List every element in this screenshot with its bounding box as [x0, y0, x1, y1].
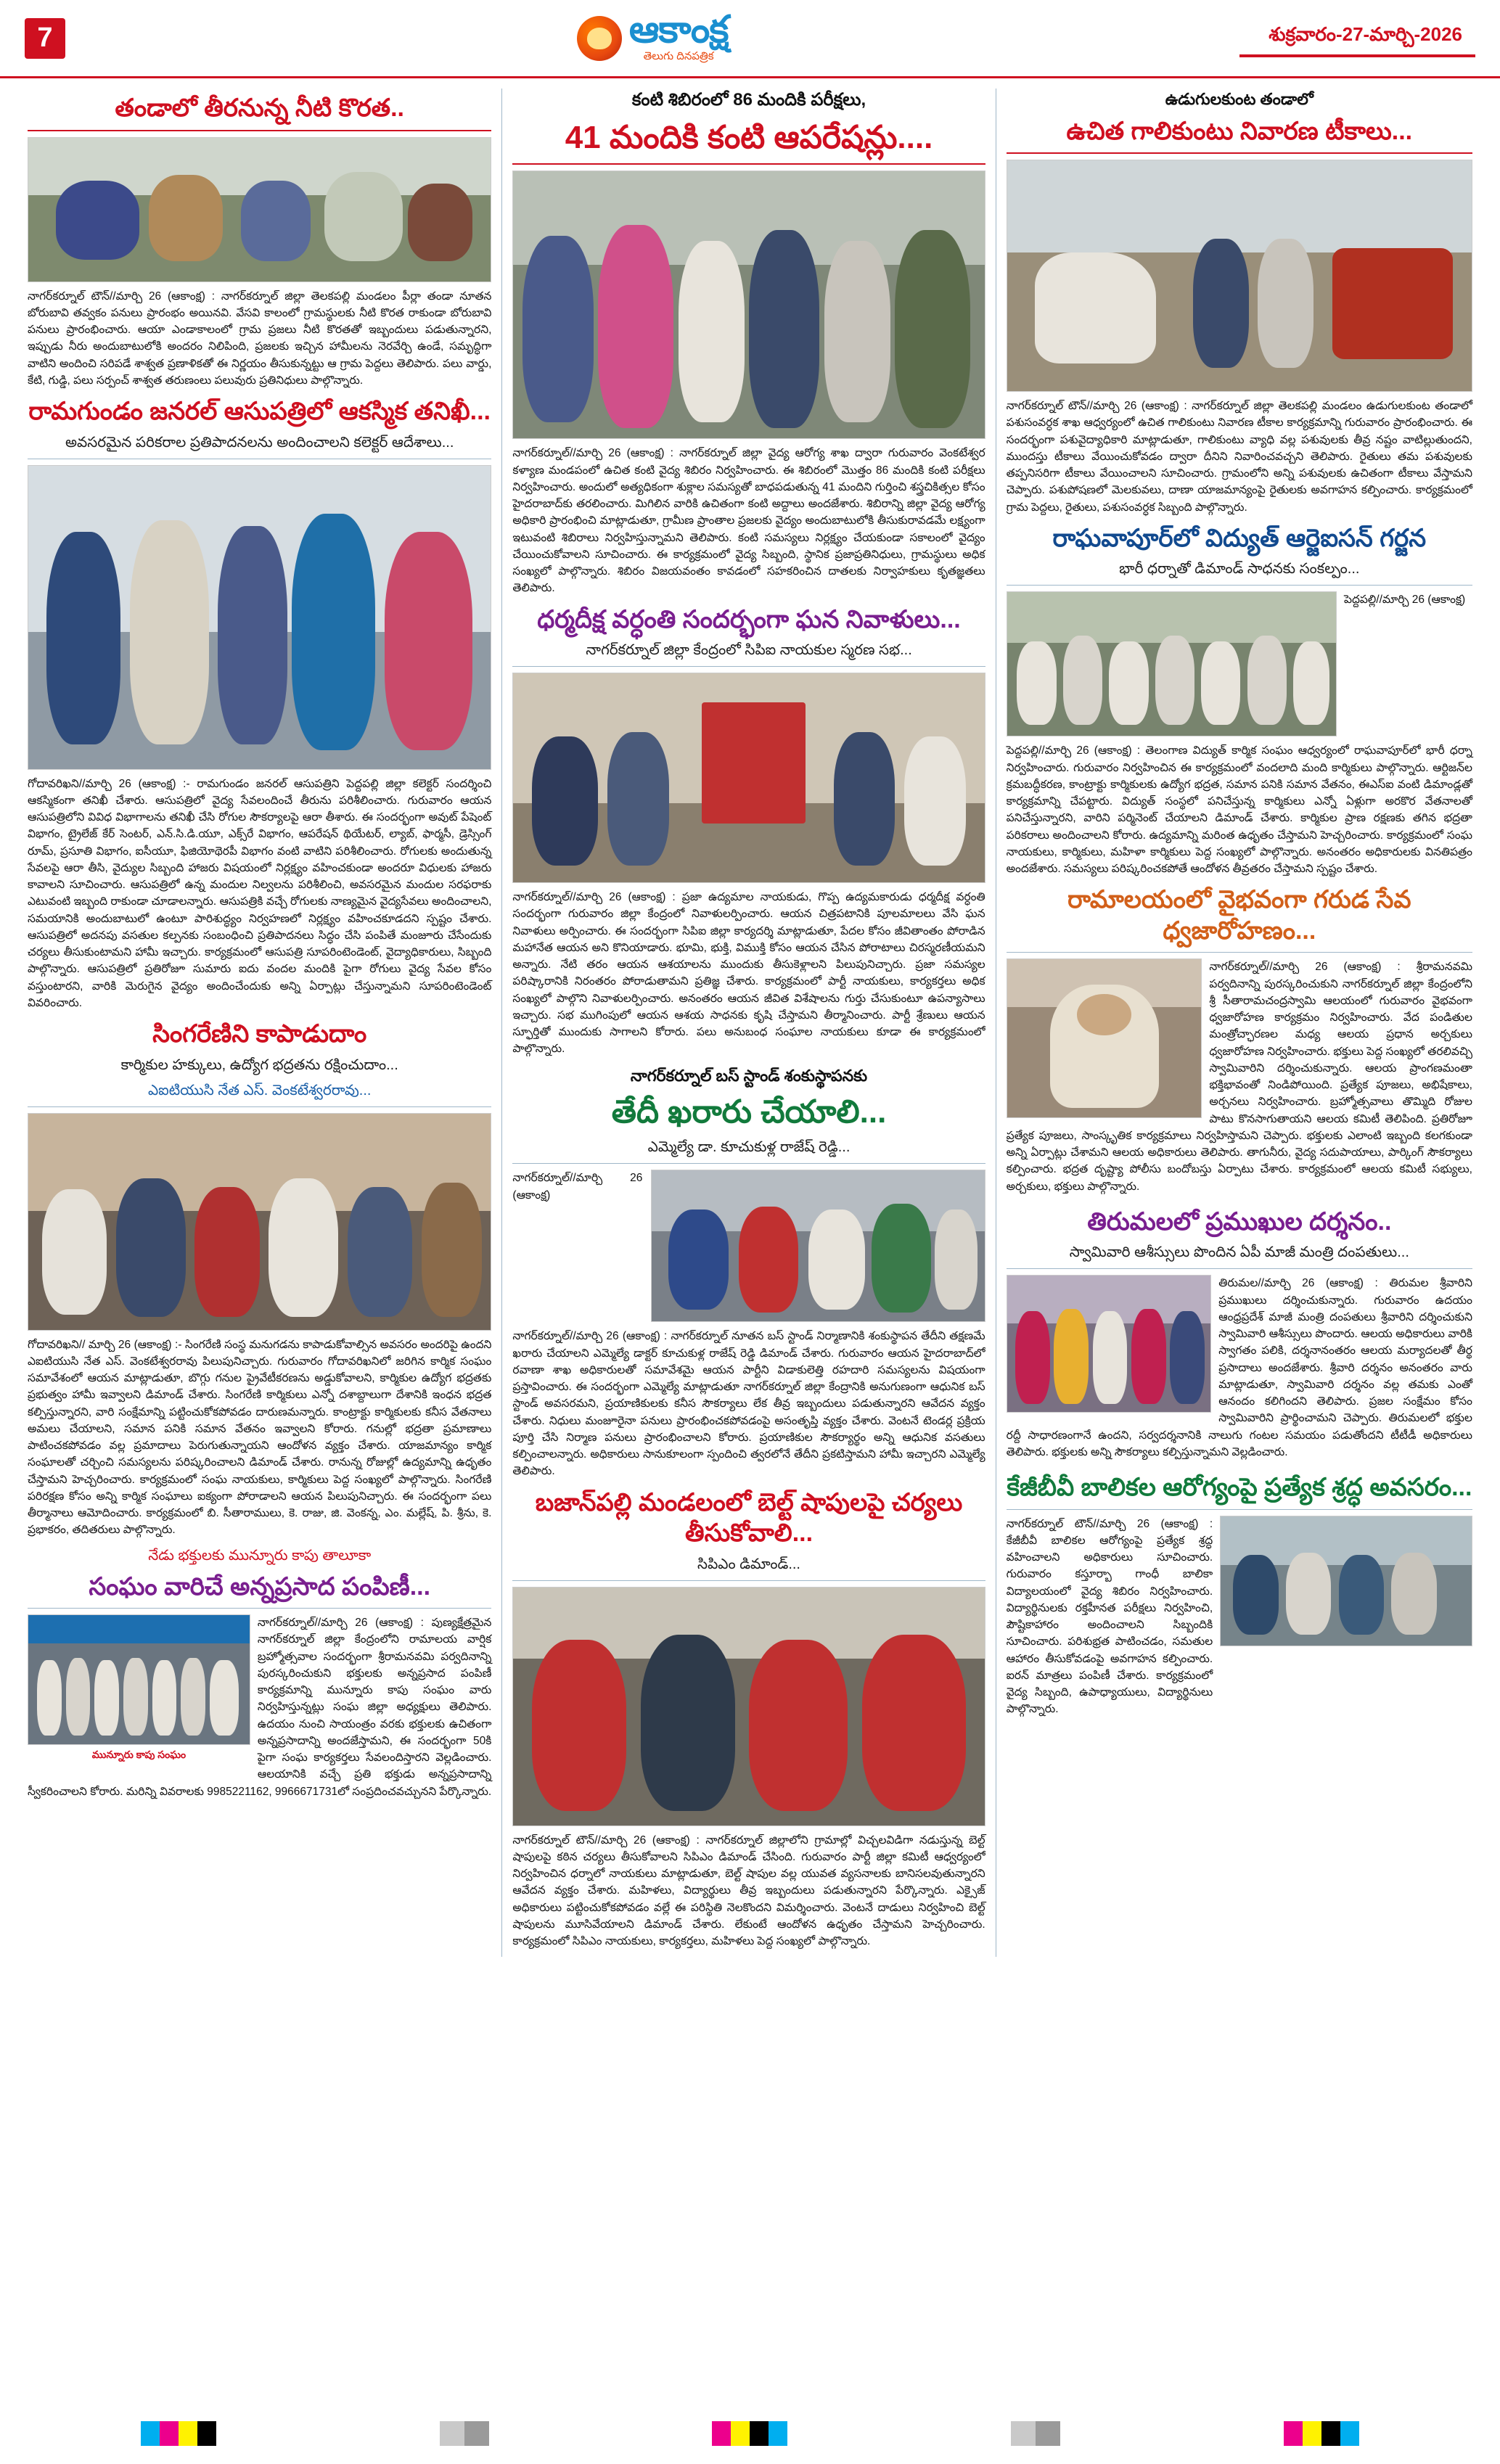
grey-light — [1011, 2421, 1036, 2446]
article-body: నాగర్‌కర్నూల్ టౌన్//మార్చి 26 (ఆకాంక్ష) : నాగర్‌కర్నూల్ జిల్లా తెలకపల్లి మండలం ఉడుగులకుంట తండాలో పశుసంవర్ధక శాఖ ఆధ్వర్యంలో ఉచిత గాలికుంటు నివారణ టీకాల కార్యక్రమాన్ని గురువారం ప్రారంభించారు. ఈ సందర్భంగా పశువైద్యాధికారి మాట్లాడుతూ, గాలికుంటు వ్యాధి వల్ల పశువులకు తీవ్ర నష్టం వాటిల్లుతుందని, ముందస్తు టీకాలు వేయించుకోవడం ద్వారా దీనిని నివారించవచ్చని తెలిపారు. రైతులు తమ పశువులకు తప్పనిసరిగా టీకాలు వేయించాలని సూచించారు. గ్రామంలోని అన్ని పశువులకు ఉచితంగా టీకాలు వేస్తామని చెప్పారు. పశుపోషణలో మెలకువలు, దాణా యాజమాన్యంపై రైతులకు అవగాహన కల్పించారు. కార్యక్రమంలో గ్రామ పెద్దలు, రైతులు, పశుసంవర్ధక సిబ్బంది పాల్గొన్నారు. — [1006, 400, 1472, 514]
article-photo — [28, 137, 491, 282]
publication-subtitle: తెలుగు దినపత్రిక — [643, 50, 714, 62]
article-body: నాగర్‌కర్నూల్//మార్చి 26 (ఆకాంక్ష) : నాగర్‌కర్నూల్ నూతన బస్ స్టాండ్ నిర్మాణానికి శంకుస్థాపన తేదీని తక్షణమే ఖరారు చేయాలని ఎమ్మెల్యే డాక్టర్ కూచుకుళ్ల రాజేష్ రెడ్డి డిమాండ్ చేశారు. గురువారం ఆయన హైదరాబాద్‌లో రవాణా శాఖ అధికారులతో సమావేశమై ఆయన పార్టీని విడాకులెత్తి రహదారి సమస్యలను విషయంగా ప్రస్తావించారు. ఈ సందర్భంగా ఎమ్మెల్యే మాట్లాడుతూ నాగర్‌కర్నూల్ జిల్లా కేంద్రానికి అనుగుణంగా ఆధునిక బస్ స్టాండ్ అవసరమని, ప్రయాణికులకు కనీస సౌకర్యాలు లేక తీవ్ర ఇబ్బందులు పడుతున్నారని ఆవేదన వ్యక్తం చేశారు. నిధులు మంజూరైనా పనులు ప్రారంభించకపోవడంపై అసంతృప్తి వ్యక్తం చేశారు. వెంటనే టెండర్ల ప్రక్రియ పూర్తి చేసి నిర్మాణ పనులు ప్రారంభించాలని కోరారు. ప్రయాణికుల సౌకర్యార్థం అన్ని ఆధునిక వసతులు కల్పించాలన్నారు. అధికారులు సానుకూలంగా స్పందించి త్వరలోనే తేదీని ప్రకటిస్తామని హామీ ఇచ్చారని ఎమ్మెల్యే తెలిపారు. — [512, 1330, 985, 1478]
headline: రామాలయంలో వైభవంగా గరుడ సేవ ధ్వజారోహణం... — [1067, 886, 1411, 945]
article-c1-a1 — [28, 93, 491, 389]
headline: తేదీ ఖరారు చేయాలి... — [611, 1094, 887, 1130]
page-content — [0, 78, 1500, 1957]
column-2 — [502, 89, 996, 1957]
article-c3-a3 — [1007, 884, 1472, 1202]
kicker: నేడు భక్తులకు మున్నూరు కాపు తాలూకా — [148, 1547, 372, 1564]
article-photo — [28, 1113, 491, 1331]
article-c1-a3 — [28, 1019, 491, 1539]
headline: తండాలో తీరనున్న నీటి కొరత.. — [115, 94, 404, 122]
article-photo — [28, 465, 491, 770]
swatch-group-right — [1284, 2421, 1359, 2446]
article-photo — [1220, 1516, 1472, 1646]
divider — [28, 130, 491, 131]
article-body: నాగర్‌కర్నూల్ టౌన్//మార్చి 26 (ఆకాంక్ష) : నాగర్‌కర్నూల్ జిల్లాలోని గ్రామాల్లో విచ్చలవిడిగా నడుస్తున్న బెల్ట్ షాపులపై కఠిన చర్యలు తీసుకోవాలని సిపిఎం డిమాండ్ చేసింది. గురువారం పార్టీ జిల్లా కమిటీ ఆధ్వర్యంలో నిర్వహించిన ధర్నాలో నాయకులు మాట్లాడుతూ, బెల్ట్ షాపుల వల్ల యువత వ్యసనాలకు బానిసలవుతున్నారని ఆవేదన వ్యక్తం చేశారు. మహిళలు, విద్యార్థులు తీవ్ర ఇబ్బందులు పడుతున్నారని పేర్కొన్నారు. ఎక్సైజ్ అధికారులు పట్టించుకోకపోవడం వల్లే ఈ పరిస్థితి నెలకొందని విమర్శించారు. వెంటనే దాడులు నిర్వహించి బెల్ట్ షాపులను మూసివేయాలని డిమాండ్ చేశారు. లేకుంటే ఆందోళన ఉధృతం చేస్తామని హెచ్చరించారు. కార్యక్రమంలో సిపిఎం నాయకులు, కార్యకర్తలు, మహిళలు పెద్ద సంఖ్యలో పాల్గొన్నారు. — [512, 1833, 985, 1948]
divider — [512, 1580, 985, 1581]
column-3 — [996, 89, 1483, 1957]
subheadline-secondary: ఎఐటియుసి నేత ఎస్. వెంకటేశ్వరరావు... — [147, 1082, 372, 1098]
article-body: తిరుమల//మార్చి 26 (ఆకాంక్ష) : తిరుమల శ్రీవారిని ప్రముఖులు దర్శించుకున్నారు. గురువారం ఉదయం ఆంధ్రప్రదేశ్ మాజీ మంత్రి దంపతులు శ్రీవారిని దర్శించుకుని స్వామివారి ఆశీస్సులు పొందారు. ఆలయ అధికారులు వారికి స్వాగతం పలికి, దర్శనానంతరం ఆలయ మర్యాదలతో తీర్థ ప్రసాదాలు అందజేశారు. శ్రీవారి దర్శనం అనంతరం వారు మాట్లాడుతూ, స్వామివారి దర్శనం వల్ల తమకు ఎంతో ఆనందం కలిగిందని తెలిపారు. ప్రజల సంక్షేమం కోసం స్వామివారిని ప్రార్థించామని చెప్పారు. తిరుమలలో భక్తుల రద్దీ సాధారణంగానే ఉందని, సర్వదర్శనానికి నాలుగు గంటల సమయం పడుతోందని టీటీడీ అధికారులు తెలిపారు. భక్తులకు అన్ని సౌకర్యాలు కల్పిస్తున్నామని వెల్లడించారు. — [1006, 1277, 1472, 1458]
swatch-cyan — [769, 2421, 787, 2446]
masthead-logo — [65, 11, 1239, 65]
divider — [512, 1163, 985, 1164]
subheadline: భారీ ధర్నాతో డిమాండ్ సాధనకు సంకల్పం... — [1119, 561, 1360, 578]
subheadline: స్వామివారి ఆశీస్సులు పొందిన ఏపీ మాజీ మంత్రి దంపతులు... — [1069, 1244, 1409, 1261]
swatch-black — [1321, 2421, 1340, 2446]
article-body: పెద్దపల్లి//మార్చి 26 (ఆకాంక్ష) : తెలంగాణ విద్యుత్ కార్మిక సంఘం ఆధ్వర్యంలో రాఘవాపూర్‌లో భారీ ధర్నా నిర్వహించారు. గురువారం నిర్వహించిన ఈ కార్యక్రమంలో వందలాది మంది కార్మికులు పాల్గొన్నారు. ఆర్టిజన్‌ల క్రమబద్ధీకరణ, కాంట్రాక్టు కార్మికులకు ఉద్యోగ భద్రత, సమాన పనికి సమాన వేతనం, ఈఎస్ఐ వంటి డిమాండ్లతో కార్యక్రమాన్ని చేపట్టారు. విద్యుత్ సంస్థలో పనిచేస్తున్న కార్మికులు ఎన్నో ఏళ్లుగా అరకొర వేతనాలతో పనిచేస్తున్నారని, వారిని పర్మినెంట్ చేయాలని డిమాండ్ చేశారు. కార్మికుల ప్రాణ రక్షణకు తగిన భద్రతా పరికరాలు అందించాలని కోరారు. ఉద్యమాన్ని మరింత ఉధృతం చేస్తామని హెచ్చరించారు. కార్యక్రమంలో సంఘ నాయకులు, కార్మికులు, మహిళా కార్మికులు పెద్ద సంఖ్యలో పాల్గొన్నారు. అనంతరం అధికారులకు వినతిపత్రం అందజేశారు. సమస్యలు పరిష్కరించకపోతే ఆందోళన తీవ్రతరం చేస్తామని స్పష్టం చేశారు. — [1006, 744, 1472, 876]
article-body: నాగర్‌కర్నూల్ టౌన్//మార్చి 26 (ఆకాంక్ష) : నాగర్‌కర్నూల్ జిల్లా తెలకపల్లి మండలం పీర్లా తండా నూతన బోరుబావి తవ్వకం పనులు ప్రారంభం అయినవి. వేసవి కాలంలో గ్రామస్థులకు నీటి కొరత రాకుండా బోరుబావి పనులు ప్రారంభించారు. ఆయా ఎండాకాలంలో గ్రామ ప్రజలు నీటి కొరతతో ఇబ్బందులు పడుతున్నారని, ఇప్పుడు నీరు అందుబాటులోకి అందరం నిలిపింది, ప్రజలకు ఇచ్చిన హామీలను నెరవేర్చి ఉండే, సమృద్ధిగా వాటిని అందించి సరిపడే శాశ్వత ప్రణాళికతో ఈ నిర్ణయం తీసుకున్నట్టు ఆ గ్రామ పెద్దలు తెలిపారు. పలు వార్డు, కేటి, గుడ్డి, పలు సర్పంచ్ శాశ్వత తరుణంలు పలువురు ప్రతినిధులు పాల్గొన్నారు. — [28, 289, 492, 387]
article-photo-wrap — [1007, 958, 1202, 1118]
swatch-yellow — [731, 2421, 750, 2446]
article-body: నాగర్‌కర్నూల్//మార్చి 26 (ఆకాంక్ష) : పుణ్యక్షేత్రమైన నాగర్‌కర్నూల్ జిల్లా కేంద్రంలోని రామాలయ వార్షిక బ్రహ్మోత్సవాల సందర్భంగా శ్రీరామనవమి పర్వదినాన్ని పురస్కరించుకుని భక్తులకు అన్నప్రసాద పంపిణీ కార్యక్రమాన్ని మున్నూరు కాపు సంఘం వారు నిర్వహిస్తున్నట్లు సంఘ జిల్లా అధ్యక్షులు తెలిపారు. ఉదయం నుంచి సాయంత్రం వరకు భక్తులకు ఉచితంగా అన్నప్రసాదాన్ని అందజేస్తామని, ఈ సందర్భంగా 50కి పైగా సంఘ కార్యకర్తలు సేవలందిస్తారని వెల్లడించారు. ఆలయానికి వచ్చే ప్రతి భక్తుడు అన్నప్రసాదాన్ని స్వీకరించాలని కోరారు. మరిన్ని వివరాలకు 9985221162, 9966671731లో సంప్రదించవచ్చునని పేర్కొన్నారు. — [28, 1617, 492, 1798]
swatch-group-left — [141, 2421, 216, 2446]
divider — [1007, 152, 1472, 154]
headline: తిరుమలలో ప్రముఖుల దర్శనం.. — [1087, 1207, 1392, 1236]
page-number: 7 — [25, 18, 65, 59]
swatch-magenta — [160, 2421, 179, 2446]
issue-date: శుక్రవారం-27-మార్చి-2026 — [1239, 19, 1475, 57]
article-photo — [651, 1170, 985, 1322]
divider — [28, 1608, 491, 1609]
grey-bar-2 — [1011, 2421, 1060, 2446]
article-photo — [1007, 1275, 1212, 1413]
article-c1-a2 — [28, 396, 491, 1011]
article-c2-a3 — [512, 1065, 985, 1480]
article-c2-a2 — [512, 604, 985, 1058]
article-photo — [512, 673, 985, 883]
article-c3-a1 — [1007, 89, 1472, 516]
article-byline: పెద్దపల్లి//మార్చి 26 (ఆకాంక్ష) — [1343, 594, 1466, 607]
headline: కేజీబీవీ బాలికల ఆరోగ్యంపై ప్రత్యేక శ్రద్ధ అవసరం... — [1007, 1474, 1472, 1502]
article-body: నాగర్‌కర్నూల్//మార్చి 26 (ఆకాంక్ష) : ప్రజా ఉద్యమాల నాయకుడు, గొప్ప ఉద్యమకారుడు ధర్మదీక్ష వర్ధంతి సందర్భంగా గురువారం జిల్లా కేంద్రంలో నివాళులర్పించారు. ఆయన చిత్రపటానికి పూలమాలలు వేసి ఘన నివాళులు అర్పించారు. ఈ సందర్భంగా సిపిఐ జిల్లా కార్యదర్శి మాట్లాడుతూ, పేదల కోసం జీవితాంతం పోరాడిన మహానేత ఆయన అని కొనియాడారు. భూమి, భుక్తి, విముక్తి కోసం ఆయన చేసిన పోరాటాలు చిరస్మరణీయమని అన్నారు. నేటి తరం ఆయన ఆశయాలను ముందుకు తీసుకెళ్లాలని పిలుపునిచ్చారు. ప్రజా సమస్యల పరిష్కారానికి నిరంతరం పోరాడుతామని ప్రతిజ్ఞ చేశారు. కార్యక్రమంలో పార్టీ నాయకులు, కార్యకర్తలు అధిక సంఖ్యలో పాల్గొని నివాళులర్పించారు. అనంతరం ఆయన జీవిత విశేషాలను గుర్తు చేసుకుంటూ ఉపన్యాసాలు ఇచ్చారు. సభ ముగింపులో ఆయన ఆశయ సాధనకు కృషి చేస్తామని తీర్మానించారు. పార్టీ శ్రేణులు ఆయన స్ఫూర్తితో ముందుకు సాగాలని కోరారు. పలు అనుబంధ సంఘాల నాయకులు కూడా ఈ కార్యక్రమంలో పాల్గొన్నారు. — [512, 891, 985, 1056]
headline: రామగుండం జనరల్ ఆసుపత్రిలో ఆకస్మిక తనిఖీ... — [28, 398, 491, 425]
masthead — [0, 0, 1500, 78]
swatch-magenta — [1284, 2421, 1303, 2446]
swatch-cyan — [1340, 2421, 1359, 2446]
headline: సింగరేణిని కాపాడుదాం — [152, 1020, 367, 1048]
article-c1-a4 — [28, 1546, 491, 1807]
article-body: గోదావరిఖని// మార్చి 26 (ఆకాంక్ష) :- సింగరేణి సంస్థ మనుగడను కాపాడుకోవాల్సిన అవసరం అందరిపై ఉందని ఎఐటియుసి నేత ఎస్. వెంకటేశ్వరరావు పిలుపునిచ్చారు. గురువారం గోదావరిఖనిలో జరిగిన కార్మిక సంఘం సమావేశంలో ఆయన మాట్లాడుతూ, బొగ్గు గనుల ప్రైవేటీకరణను అడ్డుకోవాలని, కార్మికుల ఉద్యోగ భద్రతకు ప్రభుత్వం హామీ ఇవ్వాలని డిమాండ్ చేశారు. సింగరేణి కార్మికులు ఎన్నో దశాబ్దాలుగా దేశానికి ఇంధన భద్రత కల్పిస్తున్నారని, వారి సంక్షేమాన్ని పట్టించుకోకపోవడం దారుణమన్నారు. కాంట్రాక్టు కార్మికులకు కనీస వేతనాలు అమలు చేయాలని, సమాన పనికి సమాన వేతనం ఇవ్వాలని కోరారు. గనుల్లో భద్రతా ప్రమాణాలు పాటించకపోవడం వల్ల ప్రమాదాలు పెరుగుతున్నాయని ఆందోళన వ్యక్తం చేశారు. యాజమాన్యం కార్మిక సంఘాలతో చర్చించి సమస్యలను పరిష్కరించాలని డిమాండ్ చేశారు. రానున్న రోజుల్లో ఉద్యమాన్ని ఉధృతం చేస్తామని హెచ్చరించారు. కార్యక్రమంలో సంఘ నాయకులు, కార్మికులు పెద్ద సంఖ్యలో పాల్గొన్నారు. సింగరేణి పరిరక్షణ కోసం అన్ని కార్మిక సంఘాలు ఐక్యంగా పోరాడాలని ఆయన పిలుపునిచ్చారు. ఈ సందర్భంగా పలు తీర్మానాలు ఆమోదించారు. కార్యక్రమంలో బి. సీతారాములు, కె. రాజు, జి. వెంకన్న, ఎం. మల్లేష్, పి. శ్రీను, కె. ప్రభాకరం, తదితరులు పాల్గొన్నారు. — [28, 1338, 492, 1537]
headline: ఉచిత గాలికుంటు నివారణ టీకాలు... — [1066, 117, 1413, 145]
article-photo — [1007, 160, 1472, 392]
subheadline: కార్మికుల హక్కులు, ఉద్యోగ భద్రతను రక్షించుదాం... — [120, 1056, 398, 1073]
kicker: ఉడుగులకుంట తండాలో — [1165, 90, 1313, 108]
subheadline: సిపిఎం డిమాండ్... — [697, 1556, 800, 1572]
grey-dark — [464, 2421, 489, 2446]
divider — [512, 666, 985, 667]
publication-title: ఆకాంక్ష — [628, 9, 729, 51]
divider — [512, 163, 985, 165]
grey-light — [440, 2421, 464, 2446]
subheadline: ఎమ్మెల్యే డా. కూచుకుళ్ల రాజేష్ రెడ్డి... — [647, 1139, 851, 1156]
article-c3-a4 — [1007, 1207, 1472, 1468]
divider — [1007, 1509, 1472, 1510]
article-body: నాగర్‌కర్నూల్//మార్చి 26 (ఆకాంక్ష) : శ్రీరామనవమి పర్వదినాన్ని పురస్కరించుకుని నాగర్‌కర్నూల్ జిల్లా కేంద్రంలోని శ్రీ సీతారామచంద్రస్వామి ఆలయంలో గురువారం వైభవంగా ధ్వజారోహణ కార్యక్రమం నిర్వహించారు. వేద పండితుల మంత్రోచ్ఛారణల మధ్య ఆలయ ప్రధాన అర్చకులు ధ్వజారోహణ నిర్వహించారు. భక్తులు పెద్ద సంఖ్యలో తరలివచ్చి స్వామివారిని దర్శించుకున్నారు. ఆలయ ప్రాంగణమంతా భక్తిభావంతో నిండిపోయింది. ప్రత్యేక పూజలు, అభిషేకాలు, అర్చనలు నిర్వహించారు. బ్రహ్మోత్సవాలు తొమ్మిది రోజుల పాటు కొనసాగుతాయని ఆలయ కమిటీ తెలిపింది. ప్రతిరోజూ ప్రత్యేక పూజలు, సాంస్కృతిక కార్యక్రమాలు నిర్వహిస్తామని చెప్పారు. భక్తులకు ఎలాంటి ఇబ్బంది కలగకుండా అన్ని ఏర్పాట్లు చేశామని ఆలయ అధికారులు తెలిపారు. తాగునీరు, వైద్య సదుపాయాలు, పార్కింగ్ సౌకర్యాలు కల్పించారు. భద్రత దృష్ట్యా పోలీసు బందోబస్తు ఏర్పాటు చేశారు. కార్యక్రమంలో ఆలయ కమిటీ సభ్యులు, అర్చకులు, భక్తులు పాల్గొన్నారు. — [1006, 961, 1472, 1193]
article-byline: నాగర్‌కర్నూల్//మార్చి 26 (ఆకాంక్ష) — [512, 1172, 643, 1202]
article-photo — [1007, 591, 1337, 736]
article-body: గోదావరిఖని//మార్చి 26 (ఆకాంక్ష) :- రామగుండం జనరల్ ఆసుపత్రిని పెద్దపల్లి జిల్లా కలెక్టర్ సందర్శించి ఆకస్మికంగా తనిఖీ చేశారు. ఆసుపత్రిలో వైద్య సేవలందించే తీరును పరిశీలించారు. గురువారం ఆయన ఆసుపత్రిలోని వివిధ విభాగాలను తనిఖీ చేసి రోగుల సౌకర్యాలపై ఆరా తీశారు. ఈ సందర్భంగా అవుట్ పేషెంట్ విభాగం, ట్రైలేజ్ కేర్ సెంటర్, ఎన్.సి.డి.యూ, ఎక్స్‌రే విభాగం, ఆపరేషన్ థియేటర్, ల్యాబ్, ఫార్మసీ, డ్రెస్సింగ్ రూమ్, ప్రసూతి విభాగం, ఐసీయూ, ఫిజియోథెరపీ విభాగం వంటి వాటిని పరిశీలించారు. రోగులకు అందుతున్న సేవలపై ఆరా తీసి, వైద్యుల సిబ్బంది హాజరు విషయంలో నిర్లక్ష్యం వహించకుండా అందరూ విధులకు హాజరు కావాలని సూచించారు. ఆసుపత్రిలో ఉన్న మందుల నిల్వలను పరిశీలించి, అవసరమైన మందుల సరఫరాకు ఎటువంటి ఇబ్బంది రాకుండా చూడాలన్నారు. ఆసుపత్రికి వచ్చే రోగులకు నాణ్యమైన వైద్యసేవలు అందించాలని, సమయానికి అందుబాటులో ఉంటూ పారిశుద్ధ్యం నిర్వహణలో నిర్లక్ష్యం వహించకూడదని స్పష్టం చేశారు. ఆసుపత్రిలో అదనపు వసతుల కల్పనకు సంబంధించి ప్రతిపాదనలు సిద్ధం చేసి పంపితే మంజూరు చేసేందుకు చర్యలు తీసుకుంటామని హామీ ఇచ్చారు. కార్యక్రమంలో ఆసుపత్రి సూపరింటెండెంట్, వైద్యాధికారులు, సిబ్బంది పాల్గొన్నారు. ఆసుపత్రిలో ప్రతిరోజూ సుమారు ఐదు వందల మందికి పైగా రోగులు వైద్య సేవల కోసం వస్తుంటారని, వారికి మెరుగైన వైద్యం అందించేందుకు అన్ని ఏర్పాట్లు చేస్తున్నామని సూపరింటెండెంట్ వివరించారు. — [28, 777, 492, 1009]
swatch-cyan — [141, 2421, 160, 2446]
swatch-yellow — [1303, 2421, 1321, 2446]
headline: బజాన్‌పల్లి మండలంలో బెల్ట్ షాపులపై చర్యలు తీసుకోవాలి... — [535, 1488, 963, 1548]
article-photo — [512, 171, 985, 439]
subheadline: అవసరమైన పరికరాల ప్రతిపాదనలను అందించాలని కలెక్టర్ ఆదేశాలు... — [65, 434, 454, 451]
swatch-group-mid — [712, 2421, 787, 2446]
print-registration-bars — [0, 2403, 1500, 2464]
subheadline: నాగర్‌కర్నూల్ జిల్లా కేంద్రంలో సిపిఐ నాయకుల స్మరణ సభ... — [586, 642, 912, 659]
swatch-black — [197, 2421, 216, 2446]
swatch-magenta — [712, 2421, 731, 2446]
article-photo — [28, 1614, 250, 1745]
article-c2-a4 — [512, 1487, 985, 1950]
headline: ధర్మదీక్ష వర్ధంతి సందర్భంగా ఘన నివాళులు... — [537, 605, 961, 633]
column-1 — [17, 89, 502, 1957]
grey-dark — [1036, 2421, 1060, 2446]
divider — [1007, 952, 1472, 953]
article-c3-a5 — [1007, 1472, 1472, 1725]
article-photo-wrap — [28, 1614, 250, 1770]
divider — [28, 1106, 491, 1107]
headline: రాఘవాపూర్‌లో విద్యుత్ ఆర్జెఐసన్ గర్జన — [1052, 524, 1427, 552]
divider — [1007, 585, 1472, 586]
swatch-black — [750, 2421, 769, 2446]
article-c3-a2 — [1007, 523, 1472, 878]
article-photo — [1007, 958, 1202, 1118]
article-body: నాగర్‌కర్నూల్ టౌన్//మార్చి 26 (ఆకాంక్ష) : కేజీబీవీ బాలికల ఆరోగ్యంపై ప్రత్యేక శ్రద్ధ వహించాలని అధికారులు సూచించారు. గురువారం కస్తూర్బా గాంధీ బాలికా విద్యాలయంలో వైద్య శిబిరం నిర్వహించారు. విద్యార్థినులకు రక్తహీనత పరీక్షలు నిర్వహించి, పౌష్టికాహారం అందించాలని సిబ్బందికి సూచించారు. పరిశుభ్రత పాటించడం, సమతుల ఆహారం తీసుకోవడంపై అవగాహన కల్పించారు. ఐరన్ మాత్రలు పంపిణీ చేశారు. కార్యక్రమంలో వైద్య సిబ్బంది, ఉపాధ్యాయులు, విద్యార్థినులు పాల్గొన్నారు. — [1006, 1517, 1213, 1716]
divider — [1007, 1268, 1472, 1269]
article-c2-a1 — [512, 89, 985, 597]
kicker: నాగర్‌కర్నూల్ బస్ స్టాండ్ శంకుస్థాపనకు — [630, 1066, 868, 1085]
article-photo — [512, 1587, 985, 1826]
headline: సంఘం వారిచే అన్నప్రసాద పంపిణీ... — [89, 1572, 431, 1601]
headline: 41 మందికి కంటి ఆపరేషన్లు.... — [565, 120, 933, 156]
grey-bar-1 — [440, 2421, 489, 2446]
sun-logo-icon — [577, 16, 622, 61]
photo-caption: మున్నూరు కాపు సంఘం — [91, 1749, 187, 1760]
article-photo-wrap — [1007, 1275, 1212, 1413]
kicker: కంటి శిబిరంలో 86 మందికి పరీక్షలు, — [631, 90, 866, 110]
article-body: నాగర్‌కర్నూల్//మార్చి 26 (ఆకాంక్ష) : నాగర్‌కర్నూల్ జిల్లా వైద్య ఆరోగ్య శాఖ ద్వారా గురువారం వెంకటేశ్వర కళ్యాణ మండపంలో ఉచిత కంటి వైద్య శిబిరం నిర్వహించారు. ఈ శిబిరంలో మొత్తం 86 మందికి కంటి పరీక్షలు నిర్వహించారు. అందులో అత్యధికంగా శుక్లాల సమస్యతో బాధపడుతున్న 41 మందిని గుర్తించి శస్త్రచికిత్సల కోసం హైదరాబాద్‌కు తరలించారు. మిగిలిన వారికి ఉచితంగా కంటి అద్దాలు అందజేశారు. శిబిరాన్ని జిల్లా వైద్య ఆరోగ్య అధికారి ప్రారంభించి మాట్లాడుతూ, గ్రామీణ ప్రాంతాల ప్రజలకు వైద్యం అందుబాటులోకి తీసుకురావడమే లక్ష్యంగా ఇటువంటి శిబిరాలు నిర్వహిస్తున్నామని తెలిపారు. కంటి సమస్యలు నిర్లక్ష్యం చేయకుండా సకాలంలో వైద్యం చేయించుకోవాలని సూచించారు. ఈ కార్యక్రమంలో వైద్య సిబ్బంది, స్థానిక ప్రజాప్రతినిధులు, గ్రామస్థులు అధిక సంఖ్యలో పాల్గొన్నారు. శిబిరం విజయవంతం కావడంలో సహకరించిన దాతలకు నిర్వాహకులు కృతజ్ఞతలు తెలిపారు. — [512, 447, 985, 595]
swatch-yellow — [179, 2421, 197, 2446]
